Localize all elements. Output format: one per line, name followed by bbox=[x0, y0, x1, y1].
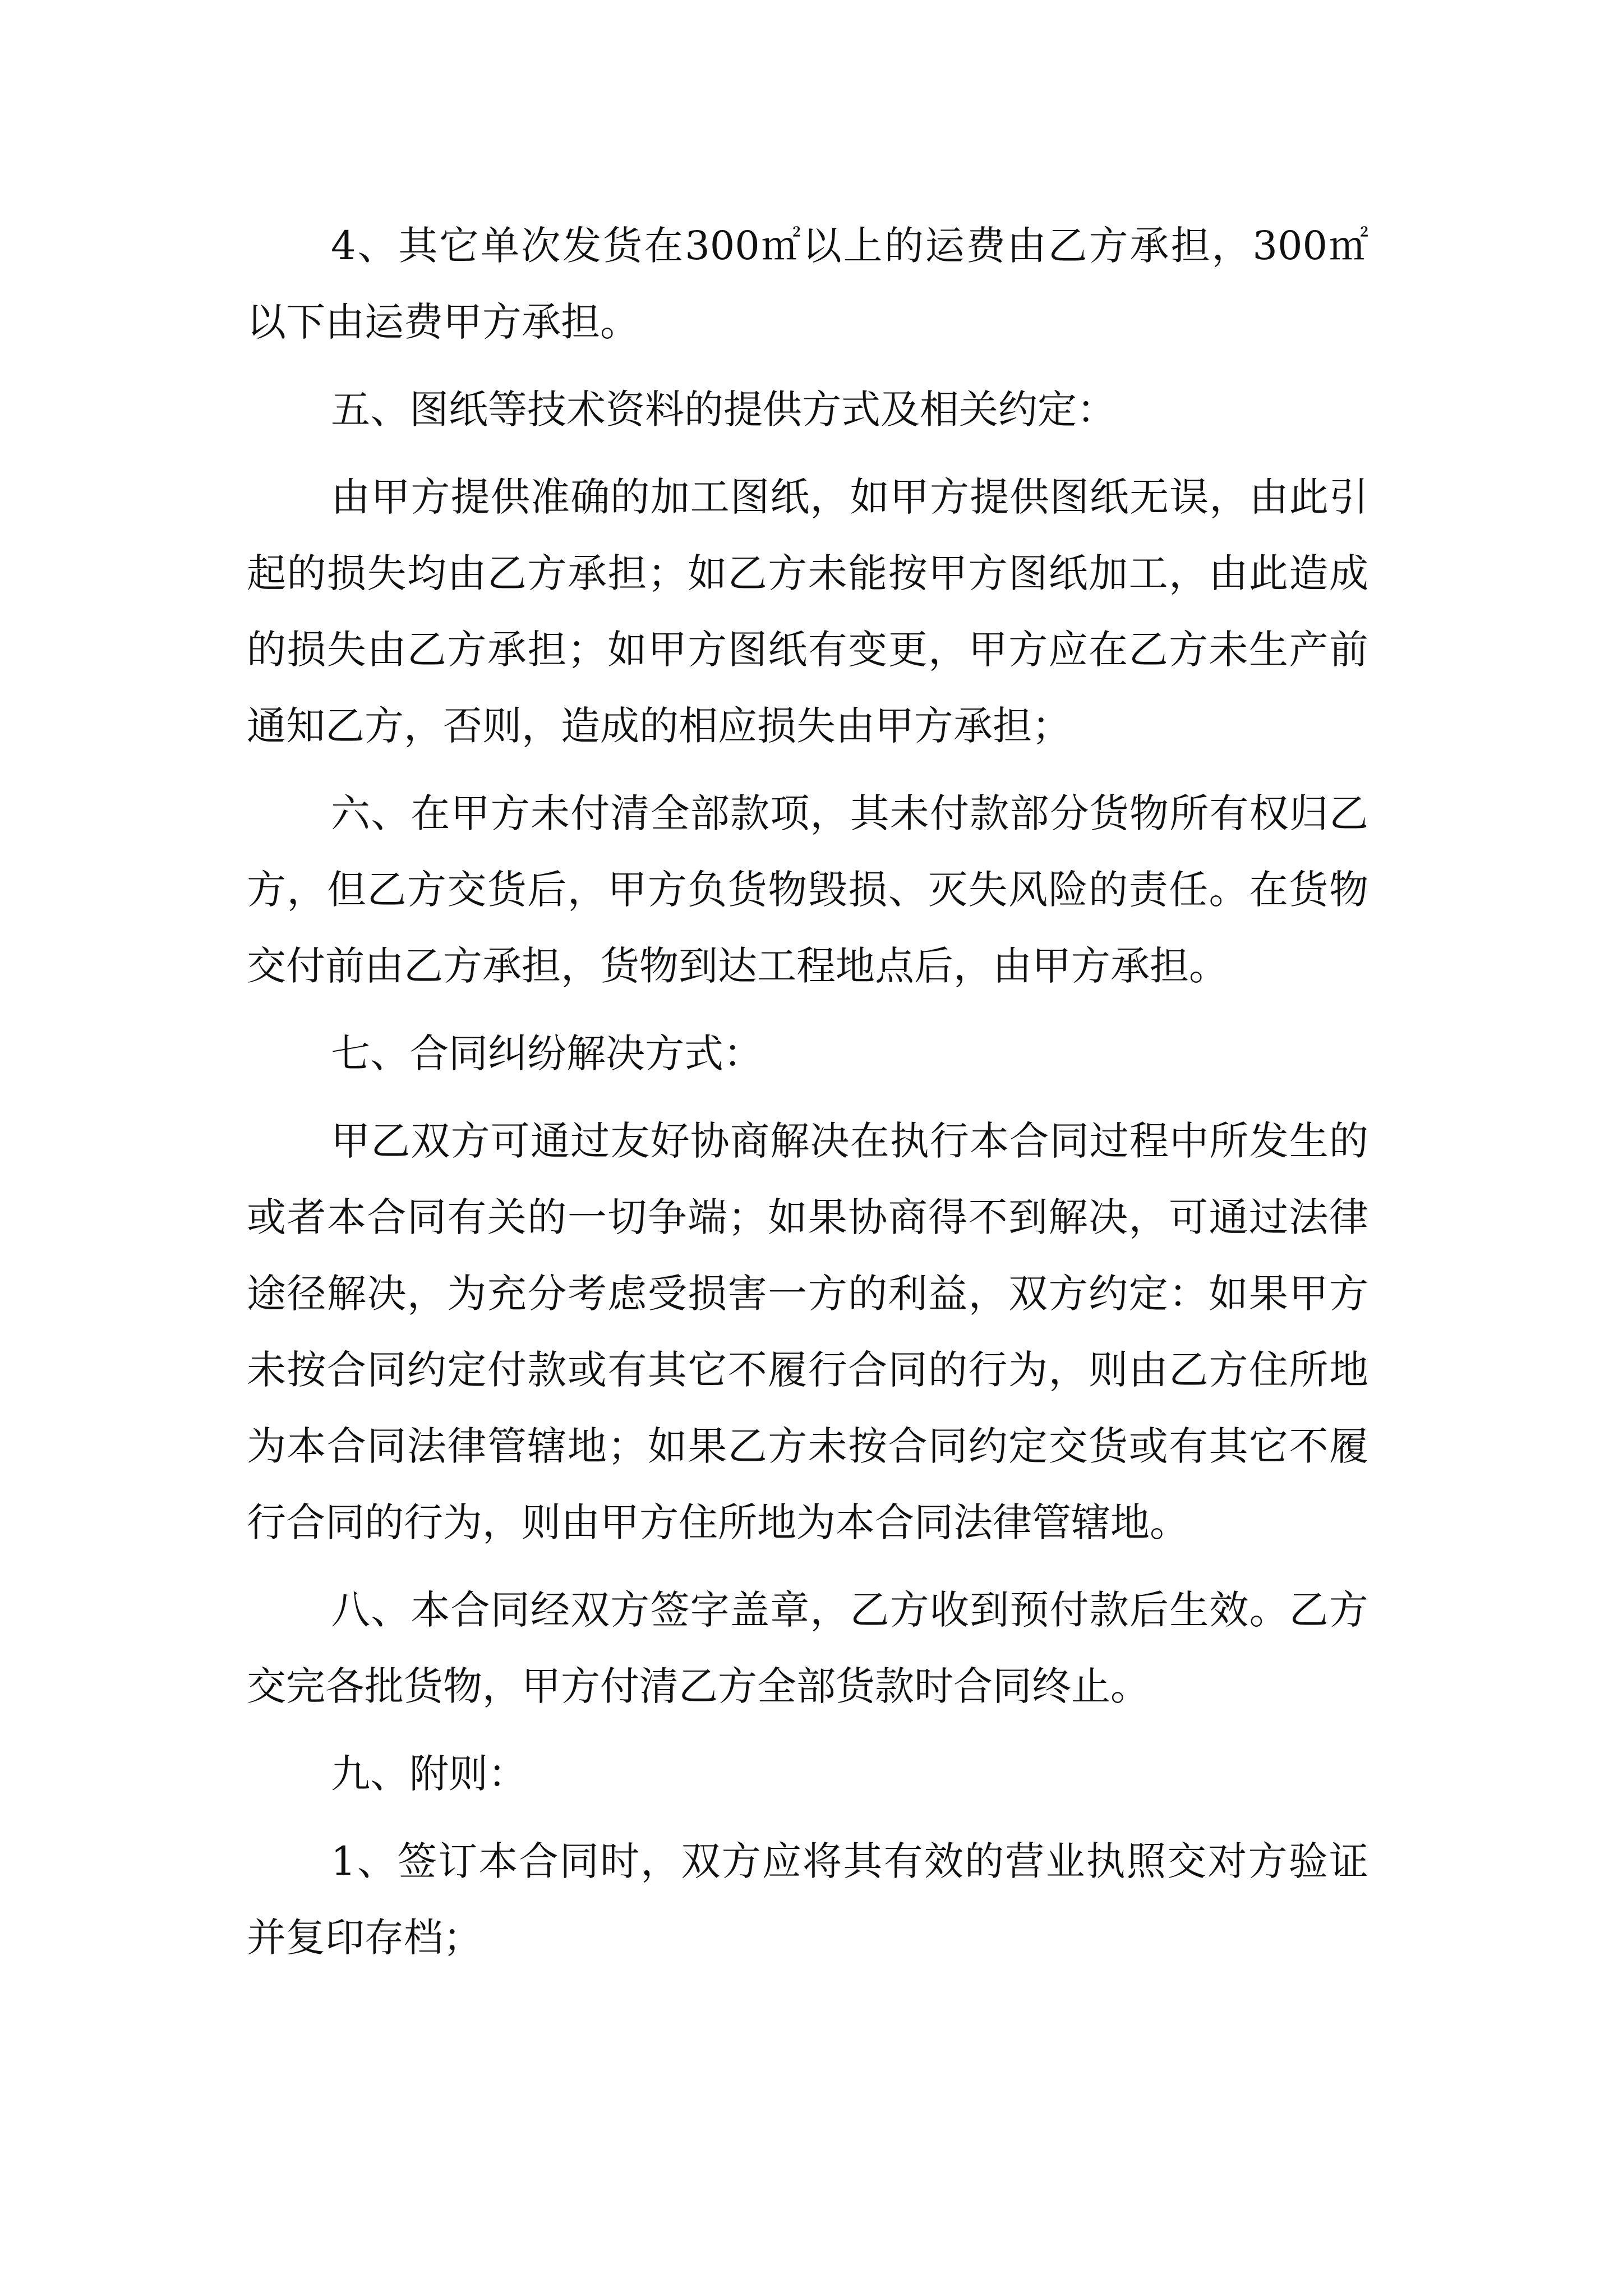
document-body bbox=[247, 208, 1368, 1976]
paragraph-freight-clause: 4、其它单次发货在300㎡以上的运费由乙方承担，300㎡以下由运费甲方承担。 bbox=[247, 223, 1368, 345]
section-heading-supplementary: 九、附则： bbox=[331, 1751, 527, 1797]
paragraph-business-license: 1、签订本合同时，双方应将其有效的营业执照交对方验证并复印存档； bbox=[247, 1838, 1368, 1961]
paragraph-ownership: 六、在甲方未付清全部款项，其未付款部分货物所有权归乙方，但乙方交货后，甲方负货物毁损、灭失风险的责任。在货物交付前由乙方承担，货物到达工程地点后，由甲方承担。 bbox=[247, 790, 1368, 989]
paragraph-drawings: 由甲方提供准确的加工图纸，如甲方提供图纸无误，由此引起的损失均由乙方承担；如乙方未能按甲方图纸加工，由此造成的损失由乙方承担；如甲方图纸有变更，甲方应在乙方未生产前通知乙方，否则，造成的相应损失由甲方承担； bbox=[247, 474, 1368, 749]
section-heading-disputes: 七、合同纠纷解决方式： bbox=[331, 1030, 763, 1076]
paragraph-effectiveness: 八、本合同经双方签字盖章，乙方收到预付款后生效。乙方交完各批货物，甲方付清乙方全部货款时合同终止。 bbox=[247, 1587, 1368, 1709]
section-heading-drawings: 五、图纸等技术资料的提供方式及相关约定： bbox=[331, 386, 1116, 432]
paragraph-disputes: 甲乙双方可通过友好协商解决在执行本合同过程中所发生的或者本合同有关的一切争端；如果协商得不到解决，可通过法律途径解决，为充分考虑受损害一方的利益，双方约定：如果甲方未按合同约定付款或有其它不履行合同的行为，则由乙方住所地为本合同法律管辖地；如果乙方未按合同约定交货或有其它不履行合同的行为，则由甲方住所地为本合同法律管辖地。 bbox=[247, 1118, 1368, 1545]
